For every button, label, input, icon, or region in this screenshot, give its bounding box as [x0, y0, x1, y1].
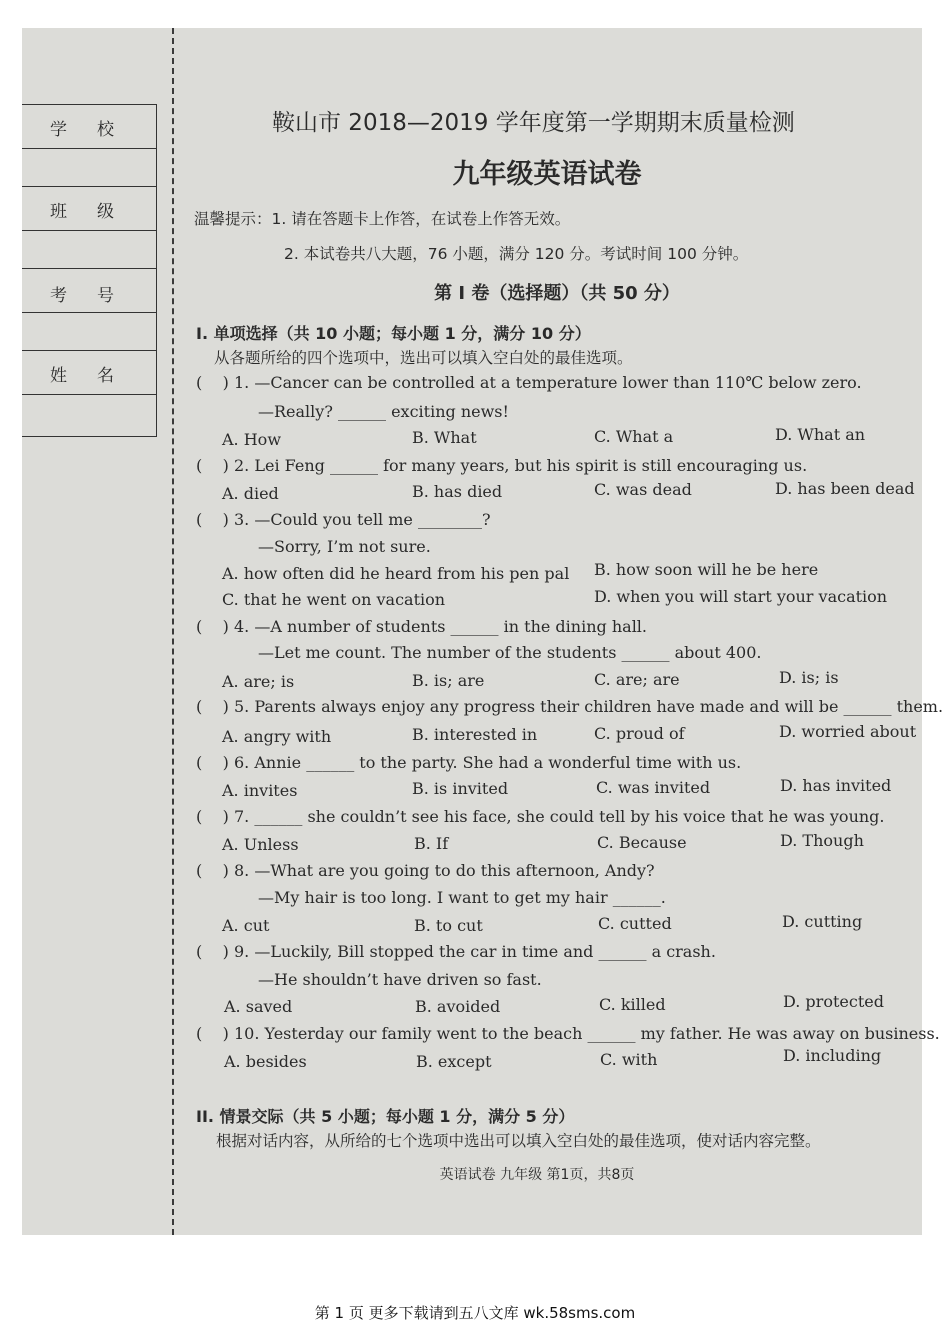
question-8-stem: ( ) 8. —What are you going to do this afternoon, Andy?	[196, 861, 655, 880]
question-5-option-a: A. angry with	[222, 727, 332, 746]
question-4-option-d: D. is; is	[779, 668, 839, 687]
question-1-option-a: A. How	[222, 430, 282, 449]
question-2-option-d: D. has been dead	[775, 479, 915, 498]
question-3-option-c: C. that he went on vacation	[222, 590, 446, 609]
exam-page	[22, 28, 944, 1235]
question-1-option-c: C. What a	[594, 427, 674, 446]
question-7-option-c: C. Because	[597, 833, 687, 852]
question-10-option-d: D. including	[783, 1046, 882, 1065]
question-6-option-b: B. is invited	[412, 779, 509, 798]
exam-content	[22, 28, 944, 1235]
question-6-option-d: D. has invited	[780, 776, 892, 795]
question-3-option-a: A. how often did he heard from his pen pal	[222, 564, 570, 583]
question-1-stem: ( ) 1. —Cancer can be controlled at a temperature lower than 110℃ below zero.	[196, 373, 862, 392]
page-number-footer: 英语试卷 九年级 第1页，共8页	[439, 1167, 635, 1183]
question-7-stem: ( ) 7. ______ she couldn’t see his face, she could tell by his voice that he was young.	[196, 807, 885, 826]
download-note: 第 1 页 更多下载请到五八文库 wk.58sms.com	[314, 1304, 636, 1322]
question-2-option-c: C. was dead	[594, 480, 692, 499]
question-8-option-d: D. cutting	[782, 912, 863, 931]
question-9-stem: ( ) 9. —Luckily, Bill stopped the car in time and ______ a crash.	[196, 942, 716, 961]
question-1-reply: —Really? ______ exciting news!	[258, 402, 509, 421]
exam-title: 鞍山市 2018—2019 学年度第一学期期末质量检测	[272, 110, 795, 136]
question-10-option-c: C. with	[600, 1050, 658, 1069]
question-9-reply: —He shouldn’t have driven so fast.	[258, 970, 542, 989]
field-label-school: 学校	[50, 120, 144, 140]
question-9-option-b: B. avoided	[415, 997, 501, 1016]
question-2-option-a: A. died	[222, 484, 279, 503]
question-3-option-b: B. how soon will he be here	[594, 560, 819, 579]
question-9-option-a: A. saved	[224, 997, 293, 1016]
question-5-option-c: C. proud of	[594, 724, 685, 743]
section-1-heading: I. 单项选择（共 10 小题；每小题 1 分，满分 10 分）	[196, 324, 591, 343]
question-2-option-b: B. has died	[412, 482, 503, 501]
question-9-option-c: C. killed	[599, 995, 666, 1014]
question-8-option-a: A. cut	[222, 916, 270, 935]
question-7-option-d: D. Though	[780, 831, 864, 850]
question-6-stem: ( ) 6. Annie ______ to the party. She had a wonderful time with us.	[196, 753, 742, 772]
question-1-option-d: D. What an	[775, 425, 866, 444]
question-4-reply: —Let me count. The number of the students ______ about 400.	[258, 643, 762, 662]
question-7-option-b: B. If	[414, 834, 449, 853]
question-8-option-c: C. cutted	[598, 914, 672, 933]
question-6-option-c: C. was invited	[596, 778, 711, 797]
field-label-name: 姓名	[50, 366, 144, 386]
exam-subtitle: 九年级英语试卷	[452, 159, 642, 190]
volume-heading: 第 I 卷（选择题）（共 50 分）	[434, 283, 680, 304]
tip-line-1: 温馨提示：1. 请在答题卡上作答，在试卷上作答无效。	[194, 210, 571, 228]
question-7-option-a: A. Unless	[222, 835, 299, 854]
question-10-stem: ( ) 10. Yesterday our family went to the beach ______ my father. He was away on business.	[196, 1024, 940, 1043]
field-label-examno: 考号	[50, 286, 144, 306]
question-10-option-a: A. besides	[224, 1052, 307, 1071]
question-3-reply: —Sorry, I’m not sure.	[258, 537, 431, 556]
question-4-stem: ( ) 4. —A number of students ______ in the dining hall.	[196, 617, 648, 636]
section-2-instruction: 根据对话内容，从所给的七个选项中选出可以填入空白处的最佳选项，使对话内容完整。	[216, 1132, 821, 1150]
question-10-option-b: B. except	[416, 1052, 492, 1071]
question-6-option-a: A. invites	[222, 781, 298, 800]
question-8-reply: —My hair is too long. I want to get my hair ______.	[258, 888, 666, 907]
section-1-instruction: 从各题所给的四个选项中，选出可以填入空白处的最佳选项。	[214, 349, 633, 367]
question-5-stem: ( ) 5. Parents always enjoy any progress their children have made and will be ______ them.	[196, 697, 944, 716]
question-4-option-c: C. are; are	[594, 670, 680, 689]
question-5-option-d: D. worried about	[779, 722, 917, 741]
question-2-stem: ( ) 2. Lei Feng ______ for many years, but his spirit is still encouraging us.	[196, 456, 808, 475]
question-3-option-d: D. when you will start your vacation	[594, 587, 888, 606]
question-4-option-a: A. are; is	[222, 672, 295, 691]
question-3-stem: ( ) 3. —Could you tell me ________?	[196, 510, 491, 529]
question-8-option-b: B. to cut	[414, 916, 483, 935]
question-1-option-b: B. What	[412, 428, 477, 447]
tip-line-2: 2. 本试卷共八大题，76 小题，满分 120 分。考试时间 100 分钟。	[284, 245, 749, 263]
question-9-option-d: D. protected	[783, 992, 884, 1011]
question-5-option-b: B. interested in	[412, 725, 538, 744]
section-2-heading: II. 情景交际（共 5 小题；每小题 1 分，满分 5 分）	[196, 1107, 575, 1126]
field-label-class: 班级	[50, 202, 144, 222]
question-4-option-b: B. is; are	[412, 671, 485, 690]
